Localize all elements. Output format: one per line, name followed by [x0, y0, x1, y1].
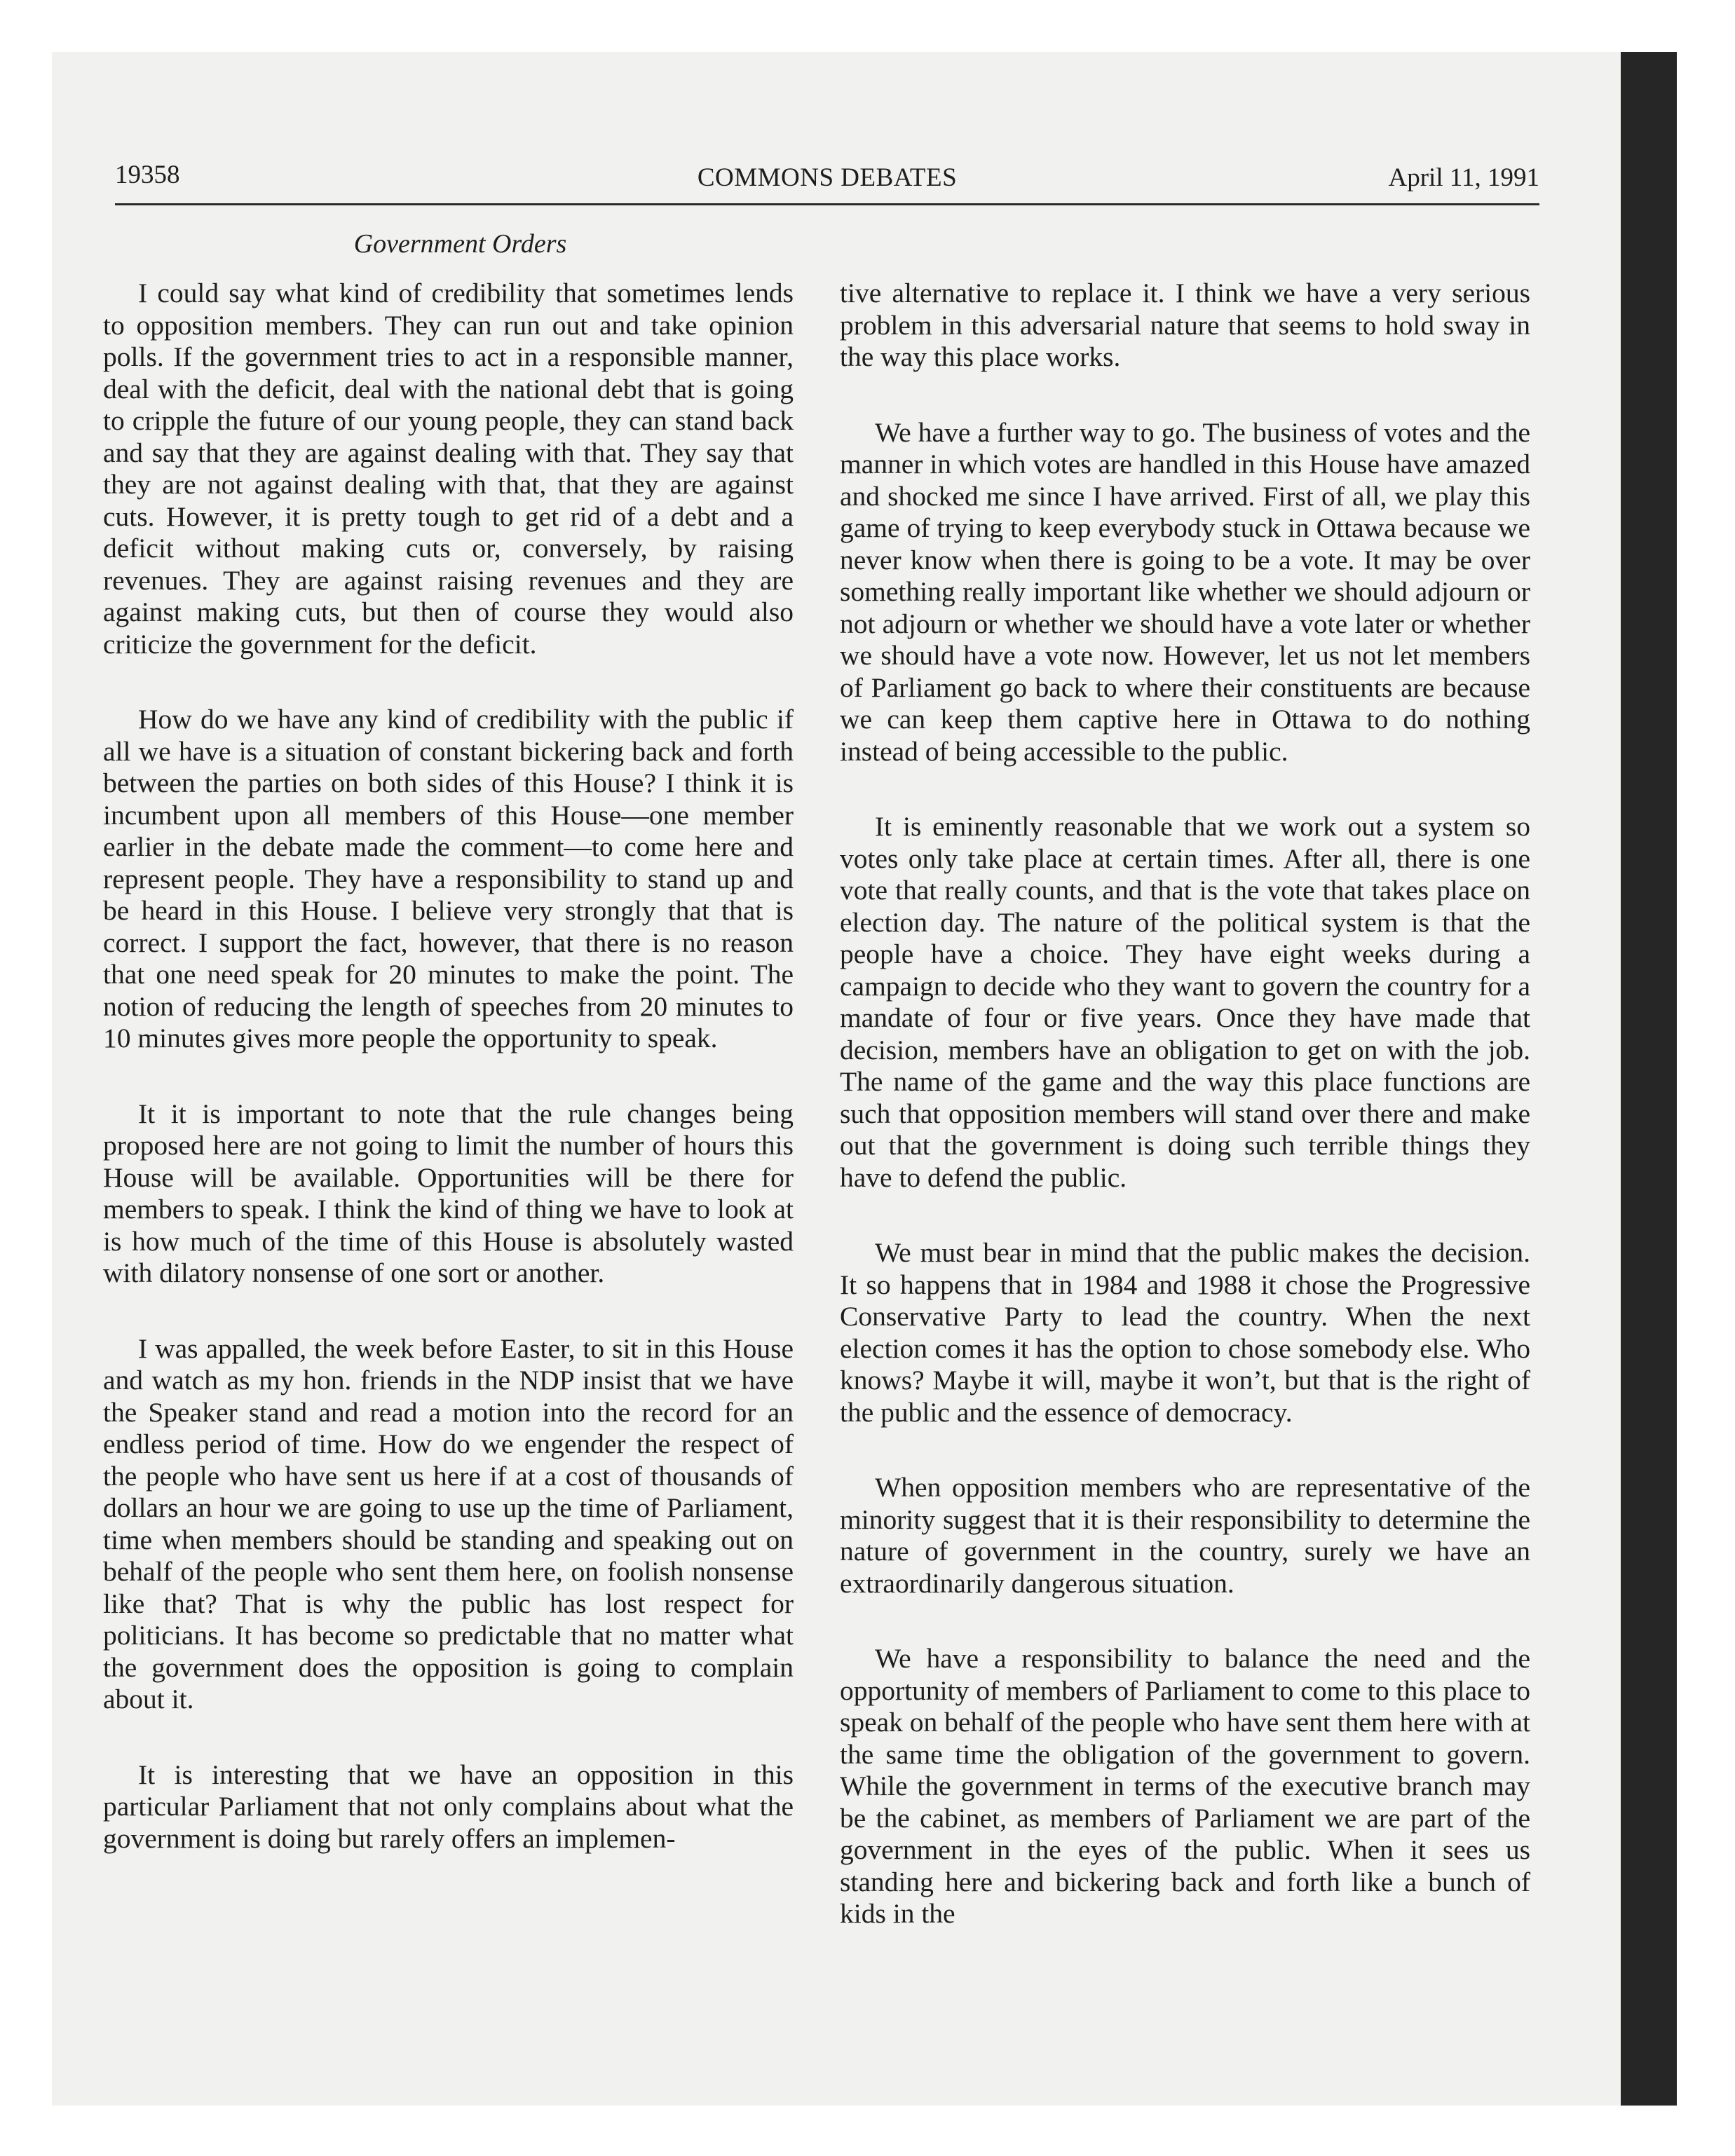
right-column [840, 278, 1530, 1930]
page-date: April 11, 1991 [1388, 163, 1539, 192]
left-column [103, 278, 794, 1855]
paragraph: We must bear in mind that the public makes the decision. It so happens that in 1984 and 1988 it chose the Progressive Conservative Party to lead the country. When the next election comes it has the option to chose somebody else. Who knows? Maybe it will, maybe it won’t, but that is the right of the public and the essence of democracy. [840, 1237, 1530, 1428]
paragraph: It is eminently reasonable that we work out a system so votes only take place at certain times. After all, there is one vote that really counts, and that is the vote that takes place on election day. The nature of the political system is that the people have a choice. They have eight weeks during a campaign to decide who they want to govern the country for a mandate of four or five years. Once they have made that decision, members have an obligation to get on with the job. The name of the game and the way this place functions are such that opposition members will stand over there and make out that the government is doing such terrible things they have to defend the public. [840, 811, 1530, 1193]
publication-title: COMMONS DEBATES [697, 163, 958, 192]
header-rule [115, 203, 1539, 205]
paragraph: I was appalled, the week before Easter, to sit in this House and watch as my hon. friends in the NDP insist that we have the Speaker stand and read a motion into the record for an endless period of time. How do we engender the respect of the people who have sent us here if at a cost of thousands of dollars an hour we are going to use up the time of Parliament, time when members should be standing and speaking out on behalf of the people who sent them here, on foolish nonsense like that? That is why the public has lost respect for politicians. It has become so predictable that no matter what the government does the opposition is going to complain about it. [103, 1332, 794, 1714]
paragraph: tive alternative to replace it. I think we have a very serious problem in this adversarial nature that seems to hold sway in the way this place works. [840, 278, 1530, 372]
page-header [115, 158, 1539, 202]
paragraph: How do we have any kind of credibility with the public if all we have is a situation of constant bickering back and forth between the parties on both sides of this House? I think it is incumbent upon all members of this House—one member earlier in the debate made the comment—to come here and represent people. They have a responsibility to stand up and be heard in this House. I believe very strongly that that is correct. I support the fact, however, that there is no reason that one need speak for 20 minutes to make the point. The notion of reducing the length of speeches from 20 minutes to 10 minutes gives more people the opportunity to speak. [103, 704, 794, 1053]
paragraph: I could say what kind of credibility that sometimes lends to opposition members. They can run out and take opinion polls. If the government tries to act in a responsible manner, deal with the deficit, deal with the national debt that is going to cripple the future of our young people, they can stand back and say that they are against dealing with that. They say that they are not against dealing with that, that they are against cuts. However, it is pretty tough to get rid of a debt and a deficit without making cuts or, conversely, by raising revenues. They are against raising revenues and they are against making cuts, but then of course they would also criticize the government for the deficit. [103, 278, 794, 660]
scan-edge [1621, 52, 1677, 2106]
paragraph: It is interesting that we have an opposition in this particular Parliament that not only complains about what the government is doing but rarely offers an implemen- [103, 1759, 794, 1854]
paragraph: When opposition members who are representative of the minority suggest that it is their responsibility to determine the nature of government in the country, surely we have an extraordinarily dangerous situation. [840, 1472, 1530, 1599]
section-heading: Government Orders [353, 229, 567, 259]
paragraph: We have a responsibility to balance the need and the opportunity of members of Parliament to come to this place to speak on behalf of the people who have sent them here with at the same time the obligation of the government to govern. While the government in terms of the executive branch may be the cabinet, as members of Parliament we are part of the government in the eyes of the public. When it sees us standing here and bickering back and forth like a bunch of kids in the [840, 1643, 1530, 1929]
paragraph: It it is important to note that the rule changes being proposed here are not going to limit the number of hours this House will be available. Opportunities will be there for members to speak. I think the kind of thing we have to look at is how much of the time of this House is absolutely wasted with dilatory nonsense of one sort or another. [103, 1098, 794, 1288]
page-number: 19358 [115, 161, 180, 189]
paragraph: We have a further way to go. The business of votes and the manner in which votes are handled in this House have amazed and shocked me since I have arrived. First of all, we play this game of trying to keep everybody stuck in Ottawa because we never know when there is going to be a vote. It may be over something really important like whether we should adjourn or not adjourn or whether we should have a vote later or whether we should have a vote now. However, let us not let members of Parliament go back to where their constituents are because we can keep them captive here in Ottawa to do nothing instead of being accessible to the public. [840, 416, 1530, 767]
